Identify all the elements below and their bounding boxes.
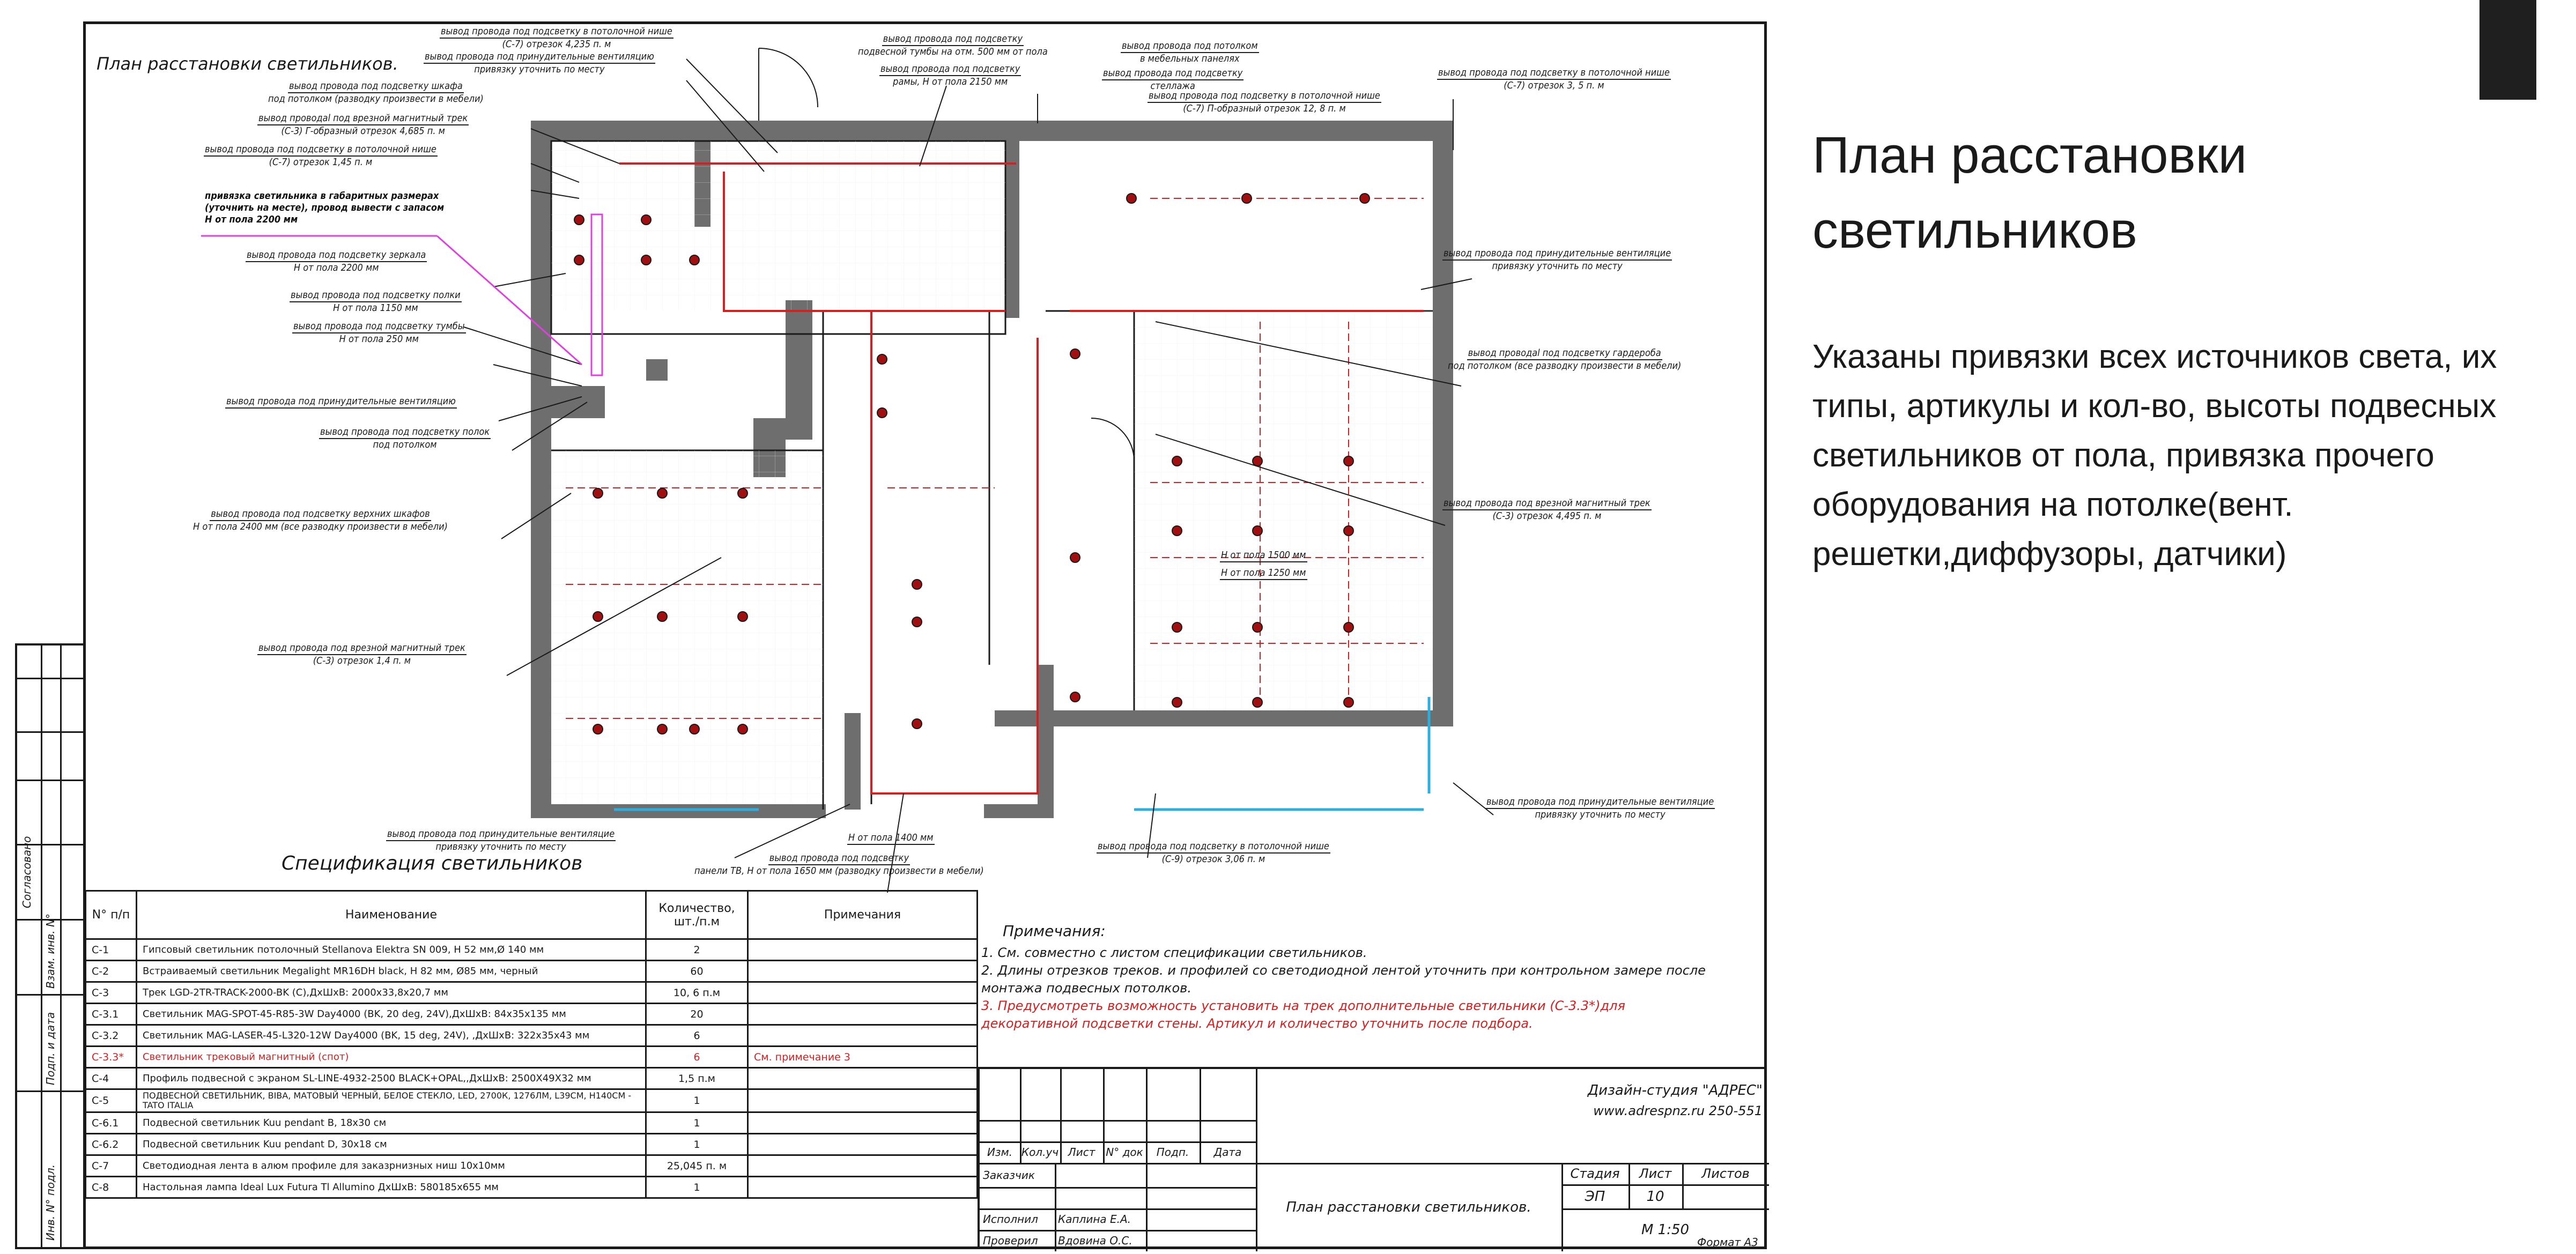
notes-title: Примечания: — [1003, 922, 1106, 940]
stamp-divider — [17, 1090, 83, 1092]
slide-title-line-2: светильников — [1812, 202, 2137, 259]
callout-ventilation-2: вывод провода под принудительные вентиляцию — [225, 396, 457, 409]
callout-ceiling-niche-5: вывод провода под подсветку в потолочной нише (С-9) отрезок 3,06 п. м — [1098, 841, 1329, 865]
stamp-label-sign: Подп. и дата — [44, 1012, 57, 1085]
spec-note — [748, 1004, 978, 1025]
spec-name: Встраиваемый светильник Megalight MR16DH black, H 82 мм, Ø85 мм, черный — [137, 961, 646, 982]
spec-row — [86, 1004, 978, 1025]
tb-checker-name: Вдовина О.С. — [1058, 1234, 1132, 1247]
stamp-divider — [17, 780, 83, 781]
callout-fixture-binding: привязка светильника в габаритных размерах (уточнить на месте), провод вывести с запасом Н от пола 2200 мм — [205, 190, 445, 225]
spec-qty: 1 — [646, 1089, 748, 1112]
tb-sheets-label: Листов — [1701, 1166, 1750, 1181]
spec-note — [748, 961, 978, 982]
callout-height-1500: Н от пола 1500 мм — [1220, 550, 1307, 562]
spec-qty: 25,045 п. м — [646, 1155, 748, 1177]
callout-mirror-light: вывод провода под подсветку зеркала Н от пола 2200 мм — [247, 249, 426, 273]
callout-height-1250: Н от пола 1250 мм — [1220, 567, 1307, 580]
spec-note — [748, 1155, 978, 1177]
tb-col-izm: Изм. — [987, 1146, 1013, 1159]
spec-note — [748, 982, 978, 1004]
spec-name: Светильник MAG-LASER-45-L320-12W Day4000 (BK, 15 deg, 24V), ,ДхШхВ: 322х35х43 мм — [137, 1025, 646, 1047]
note-3a: 3. Предусмотреть возможность установить на трек дополнительные светильники (С-3.3*)для — [981, 998, 1625, 1013]
callout-wardrobe-light: вывод проводаl под подсветку гардероба под потолком (все разводку произвести в мебели) — [1448, 347, 1682, 372]
callout-tv-panel: вывод провода под подсветку панели ТВ, Н от пола 1650 мм (разводку произвести в мебели) — [694, 852, 984, 877]
callout-track-3: вывод провода под врезной магнитный трек (С-3) отрезок 4,495 п. м — [1444, 498, 1650, 522]
callout-track-2: вывод провода под врезной магнитный трек (С-3) отрезок 1,4 п. м — [258, 642, 465, 666]
spec-note — [748, 939, 978, 961]
plan-title: План расстановки светильников. — [97, 54, 398, 74]
title-block — [978, 1067, 1767, 1249]
tb-sheet-number: 10 — [1646, 1188, 1664, 1205]
spec-note — [748, 1068, 978, 1089]
corner-tab — [2479, 0, 2536, 100]
callout-cabinet-base-light: вывод провода под подсветку тумбы Н от пола 250 мм — [293, 321, 465, 345]
spec-qty: 2 — [646, 939, 748, 961]
stamp-divider — [60, 645, 62, 1247]
tb-col-sign: Подп. — [1156, 1146, 1189, 1159]
spec-name: Профиль подвесной с экраном SL-LINE-4932-2500 BLACK+OPAL,,ДхШхВ: 2500Х49Х32 мм — [137, 1068, 646, 1089]
spec-name: Светодиодная лента в алюм профиле для заказрнизных ниш 10х10мм — [137, 1155, 646, 1177]
spec-num: С-6.2 — [86, 1134, 137, 1155]
callout-ventilation-3: вывод провода под принудительные вентиляцие привязку уточнить по месту — [1444, 248, 1671, 272]
spec-qty: 6 — [646, 1047, 748, 1068]
spec-note — [748, 1134, 978, 1155]
spec-row — [86, 1112, 978, 1134]
spec-row — [86, 1089, 978, 1112]
tb-checker-label: Проверил — [983, 1234, 1038, 1247]
spec-num: С-5 — [86, 1089, 137, 1112]
callout-ceiling-niche-3: вывод провода под подсветку в потолочной нише (С-7) П-образный отрезок 12, 8 п. м — [1149, 90, 1380, 114]
tb-col-list: Лист — [1068, 1146, 1095, 1159]
spec-note — [748, 1177, 978, 1198]
callout-ceiling-niche-1: вывод провода под подсветку в потолочной нише (С-7) отрезок 4,235 п. м — [441, 26, 672, 50]
tb-author-label: Исполнил — [983, 1213, 1038, 1226]
spec-header-row — [86, 891, 978, 939]
spec-num: С-8 — [86, 1177, 137, 1198]
spec-note — [748, 1025, 978, 1047]
tb-stage-label: Стадия — [1570, 1166, 1620, 1181]
notes-block — [981, 922, 1759, 1033]
slide-title-line-1: План расстановки — [1812, 127, 2247, 184]
callout-rack-light: вывод провода под подсветку стеллажа — [1103, 68, 1243, 92]
callout-ventilation-5: вывод провода под принудительные вентиляцие привязку уточнить по месту — [387, 828, 615, 852]
spec-qty: 1,5 п.м — [646, 1068, 748, 1089]
tb-col-date: Дата — [1213, 1146, 1242, 1159]
spec-name: Трек LGD-2TR-TRACK-2000-BK (C),ДхШхВ: 2000х33,8х20,7 мм — [137, 982, 646, 1004]
spec-row — [86, 1177, 978, 1198]
spec-qty: 6 — [646, 1025, 748, 1047]
spec-num: С-2 — [86, 961, 137, 982]
spec-row — [86, 1047, 978, 1068]
tb-author-name: Каплина Е.А. — [1058, 1213, 1131, 1226]
stamp-divider — [17, 678, 83, 679]
spec-row — [86, 939, 978, 961]
spec-title: Спецификация светильников — [282, 852, 583, 874]
callout-cabinet-hang: вывод провода под подсветку подвесной тумбы на отм. 500 мм от пола — [858, 33, 1048, 57]
spec-num: С-1 — [86, 939, 137, 961]
spec-row — [86, 1068, 978, 1089]
callout-cabinet-light: вывод провода под подсветку шкафа под потолком (разводку произвести в мебели) — [268, 80, 484, 105]
callout-ceiling-niche-2: вывод провода под подсветку в потолочной нише (С-7) отрезок 1,45 п. м — [205, 144, 436, 168]
spec-name: Гипсовый светильник потолочный Stellanova Elektra SN 009, H 52 мм,Ø 140 мм — [137, 939, 646, 961]
stamp-divider — [17, 731, 83, 733]
spec-row — [86, 982, 978, 1004]
stamp-label-orig: Инв. N° подл. — [44, 1164, 57, 1241]
callout-upper-cabinets: вывод провода под подсветку верхних шкафов Н от пола 2400 мм (все разводку произвести в мебели) — [193, 508, 448, 532]
tb-studio: Дизайн-студия "АДРЕС" — [1587, 1082, 1763, 1099]
spec-col-num: N° п/п — [86, 891, 137, 939]
tb-stage: ЭП — [1585, 1188, 1605, 1205]
spec-col-note: Примечания — [748, 891, 978, 939]
spec-name: Светильник MAG-SPOT-45-R85-3W Day4000 (BK, 20 deg, 24V),ДхШхВ: 84х35х135 мм — [137, 1004, 646, 1025]
spec-row — [86, 961, 978, 982]
spec-name: Светильник трековый магнитный (спот) — [137, 1047, 646, 1068]
spec-name: Настольная лампа Ideal Lux Futura Tl Allumino ДхШхВ: 580185х655 мм — [137, 1177, 646, 1198]
tb-sheet-title: План расстановки светильников. — [1286, 1199, 1531, 1215]
spec-qty: 1 — [646, 1112, 748, 1134]
spec-num: С-3 — [86, 982, 137, 1004]
spec-row — [86, 1134, 978, 1155]
spec-row — [86, 1025, 978, 1047]
spec-qty: 1 — [646, 1134, 748, 1155]
spec-num: С-7 — [86, 1155, 137, 1177]
note-3b: декоративной подсветки стены. Артикул и количество уточнить после подбора. — [981, 1016, 1533, 1031]
format-label: Формат А3 — [1697, 1236, 1758, 1249]
callout-track-1: вывод проводаl под врезной магнитный трек (С-3) Г-образный отрезок 4,685 п. м — [258, 113, 468, 137]
tb-line — [980, 1187, 1256, 1189]
callout-shelves-light: вывод провода под подсветку полок под потолком — [320, 426, 490, 450]
callout-ventilation-4: вывод провода под принудительные вентиляцие привязку уточнить по месту — [1486, 796, 1714, 820]
callout-ventilation-1: вывод провода под принудительные вентиляцию привязку уточнить по месту — [425, 51, 654, 75]
spec-qty: 20 — [646, 1004, 748, 1025]
tb-col-koluch: Кол.уч — [1021, 1146, 1059, 1159]
spec-num: С-6.1 — [86, 1112, 137, 1134]
spec-qty: 10, 6 п.м — [646, 982, 748, 1004]
stamp-divider — [41, 645, 42, 1247]
spec-name: Подвесной светильник Kuu pendant D, 30х18 см — [137, 1134, 646, 1155]
note-2a: 2. Длины отрезков треков. и профилей со светодиодной лентой уточнить при контрольном замере после — [981, 963, 1706, 978]
spec-note: См. примечание 3 — [748, 1047, 978, 1068]
spec-table — [85, 890, 978, 1199]
slide-title — [1812, 118, 2247, 268]
tb-sheet-label: Лист — [1639, 1166, 1672, 1181]
tb-customer-label: Заказчик — [983, 1168, 1035, 1182]
spec-col-name: Наименование — [137, 891, 646, 939]
note-1: 1. См. совместно с листом спецификации светильников. — [981, 945, 1367, 960]
left-stamp — [15, 643, 83, 1249]
tb-site: www.adrespnz.ru 250-551 — [1593, 1103, 1763, 1118]
spec-num: С-4 — [86, 1068, 137, 1089]
spec-row — [86, 1155, 978, 1177]
spec-qty: 1 — [646, 1177, 748, 1198]
spec-name: Подвесной светильник Kuu pendant B, 18х30 см — [137, 1112, 646, 1134]
tb-col-doc: N° док — [1106, 1146, 1143, 1159]
spec-col-qty: Количество, шт./п.м — [646, 891, 748, 939]
callout-frame-light: вывод провода под подсветку рамы, Н от пола 2150 мм — [880, 63, 1020, 87]
stamp-label-agreed: Согласовано — [20, 836, 33, 908]
spec-note — [748, 1089, 978, 1112]
callout-height-1400: Н от пола 1400 мм — [847, 832, 935, 845]
spec-num: С-3.3* — [86, 1047, 137, 1068]
spec-note — [748, 1112, 978, 1134]
spec-name: ПОДВЕСНОЙ СВЕТИЛЬНИК, BIBA, МАТОВЫЙ ЧЕРНЫЙ, БЕЛОЕ СТЕКЛО, LED, 2700К, 1276ЛМ, L39CM, H140CM - TATO ITALIA — [137, 1089, 646, 1112]
callout-shelf-light: вывод провода под подсветку полки Н от пола 1150 мм — [291, 290, 461, 314]
callout-ceiling-panels: вывод провода под потолком в мебельных панелях — [1122, 40, 1258, 64]
note-2b: монтажа подвесных потолков. — [981, 981, 1192, 996]
slide-description: Указаны привязки всех источников света, их типы, артикулы и кол-во, высоты подвесных светильников от пола, привязка прочего оборудования на потолке(вент. решетки,диффузоры, датчики) — [1812, 338, 2497, 573]
tb-scale: М 1:50 — [1641, 1222, 1690, 1238]
stamp-divider — [17, 994, 83, 996]
stamp-label-inv: Взам. инв. N° — [44, 914, 57, 989]
callout-ceiling-niche-4: вывод провода под подсветку в потолочной нише (С-7) отрезок 3, 5 п. м — [1438, 67, 1670, 91]
tb-sheets-count — [1682, 1184, 1769, 1208]
spec-num: С-3.2 — [86, 1025, 137, 1047]
spec-qty: 60 — [646, 961, 748, 982]
spec-num: С-3.1 — [86, 1004, 137, 1025]
